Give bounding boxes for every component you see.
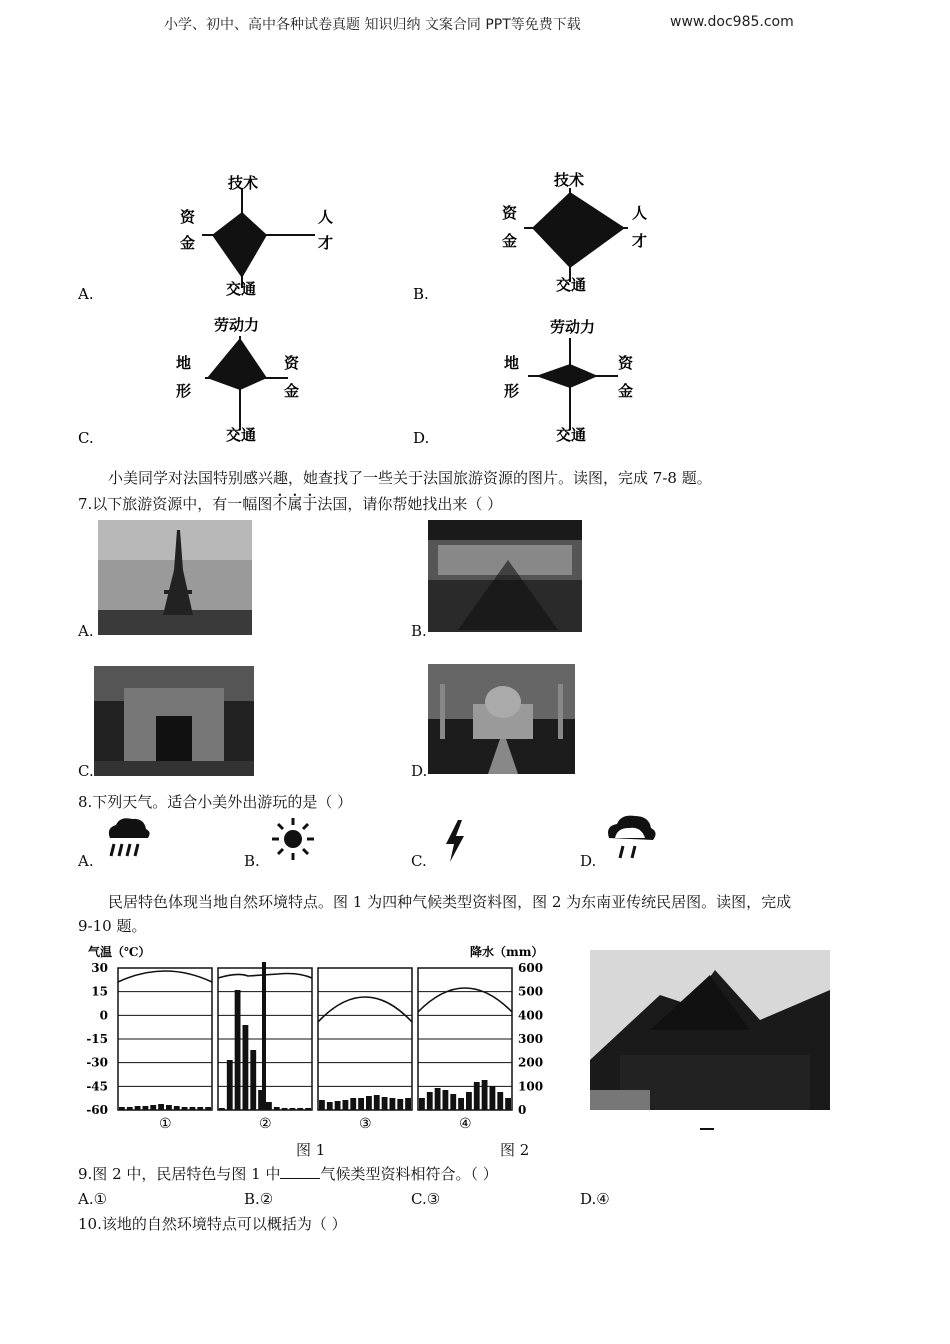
label-a-right-1: 人 [318,208,334,226]
label-b-bottom: 交通 [556,276,587,294]
precip-bar [297,1108,303,1110]
precip-bar [243,1025,249,1110]
precip-bar [390,1098,396,1110]
temp-tick: 30 [91,961,108,975]
precip-bar [219,1108,225,1110]
label-d-right-1: 资 [618,354,634,372]
precip-bar [343,1100,349,1110]
label-a-bottom: 交通 [226,280,257,298]
shower-icon[interactable] [603,812,659,862]
label-a-left-1: 资 [180,208,196,226]
precip-bar [443,1090,449,1110]
label-c-left-2: 形 [176,382,192,400]
photo-eiffel-tower[interactable] [98,520,252,635]
climate-panel [218,962,312,1132]
q6-option-b-letter: B. [413,285,429,303]
q8-option-c[interactable]: C. [411,852,427,870]
precip-bar [197,1107,203,1110]
photo-arc-de-triomphe[interactable] [94,666,254,776]
climate-panel [418,968,512,1132]
label-c-top: 劳动力 [214,316,260,334]
label-a-right-2: 才 [318,234,334,252]
precip-bar [127,1107,133,1110]
diagram-b [502,171,647,294]
q6-option-a-letter: A. [78,285,94,303]
precip-bar [358,1098,364,1110]
precip-bar [190,1107,196,1110]
precip-bar [419,1098,425,1110]
panel-label: ④ [459,1116,472,1132]
panel-label: ② [259,1116,272,1132]
label-d-right-2: 金 [618,382,634,400]
q7-option-c[interactable]: C. [78,762,94,780]
precip-bar [382,1097,388,1110]
q9-option-c[interactable]: C.③ [411,1190,441,1208]
q8-option-b[interactable]: B. [244,852,260,870]
precip-bar [374,1095,380,1110]
precip-bar [505,1098,511,1110]
temp-tick: -30 [86,1055,108,1070]
sunny-icon[interactable] [270,816,316,862]
temp-tick: -45 [86,1079,108,1094]
label-b-right-2: 才 [632,232,648,250]
precip-tick: 0 [518,1103,527,1117]
q9-blank [280,1164,320,1179]
label-d-top: 劳动力 [550,318,596,336]
photo-taj-mahal[interactable] [428,664,575,774]
q7-option-a[interactable]: A. [78,622,94,640]
precip-tick: 100 [518,1079,544,1094]
label-b-right-1: 人 [632,204,648,222]
q10-stem: 10.该地的自然环境特点可以概括为（ ） [78,1215,347,1233]
precip-bar [466,1092,472,1110]
diagram-d [504,318,634,444]
q9-option-d[interactable]: D.④ [580,1190,610,1208]
temp-axis-label: 气温（℃） [88,945,151,959]
label-a-top: 技术 [228,174,259,192]
label-c-right-1: 资 [284,354,300,372]
diagram-c [176,316,300,444]
temp-tick: -60 [86,1103,108,1117]
precip-bar [305,1108,311,1110]
precip-tick: 400 [518,1008,544,1023]
figure2-caption: 图 2 [500,1141,530,1159]
stilt-house-photo [590,950,830,1130]
precip-bar [166,1105,172,1110]
q6-diagrams [70,160,890,450]
panel-label: ③ [359,1116,372,1132]
precip-axis-label: 降水（mm） [470,945,544,959]
temp-tick: 15 [91,984,108,999]
q6-option-c-letter: C. [78,429,94,447]
precip-bar [450,1094,456,1110]
precip-bar [266,1102,272,1110]
precip-bar [250,1050,256,1110]
precip-bar [158,1104,164,1110]
precip-bar [135,1106,141,1110]
precip-bar [319,1100,325,1110]
intro-9-10-line1: 民居特色体现当地自然环境特点。图 1 为四种气候类型资料图，图 2 为东南亚传统民居图。读图，完成 [108,893,792,911]
precip-bar [490,1086,496,1110]
precip-bar [282,1108,288,1110]
label-c-right-2: 金 [284,382,300,400]
label-b-top: 技术 [554,171,585,189]
intro-7-8: 小美同学对法国特别感兴趣，她查找了一些关于法国旅游资源的图片。读图，完成 7-8 题。 [108,469,712,487]
header-url[interactable]: www.doc985.com [670,14,794,30]
precip-bar [435,1088,441,1110]
q8-option-a[interactable]: A. [78,852,94,870]
q9-option-b[interactable]: B.② [244,1190,274,1208]
q8-option-d[interactable]: D. [580,852,597,870]
precip-bar [474,1082,480,1110]
climate-charts-figure [70,940,560,1135]
precip-bar [327,1102,333,1110]
precip-bar [366,1096,372,1110]
heavy-rain-icon[interactable] [102,814,152,860]
label-a-left-2: 金 [180,234,196,252]
q9-option-a[interactable]: A.① [78,1190,108,1208]
precip-tick: 600 [518,961,544,975]
label-d-left-2: 形 [504,382,520,400]
climate-panel [118,968,212,1132]
precip-tick: 200 [518,1055,544,1070]
precip-bar [397,1099,403,1110]
precip-bar [290,1108,296,1110]
precip-bar [458,1098,464,1110]
q6-option-d-letter: D. [413,429,430,447]
q9-stem: 9.图 2 中，民居特色与图 1 中 气候类型资料相符合。（ ） [78,1165,498,1183]
label-c-bottom: 交通 [226,426,257,444]
precip-bar [405,1098,411,1110]
q7-option-d[interactable]: D. [411,762,428,780]
precip-bar [350,1098,356,1110]
q8-stem: 8.下列天气。适合小美外出游玩的是（ ） [78,793,353,811]
temp-curve [318,997,412,1022]
precip-bar [427,1092,433,1110]
q7-stem: 7.以下旅游资源中，有一幅图不属于法国，请你帮她找出来（ ） [78,495,503,513]
precip-bar [143,1106,149,1110]
precip-tick: 300 [518,1032,544,1046]
label-d-left-1: 地 [504,354,520,372]
precip-bar [335,1101,341,1110]
climate-panel [318,968,412,1132]
label-c-left-1: 地 [176,354,192,372]
temp-curve [118,971,212,982]
diagram-a [180,174,333,298]
precip-bar [119,1107,125,1110]
precip-bar [235,990,241,1110]
temp-tick: -15 [86,1032,108,1046]
precip-bar [182,1107,188,1110]
label-b-left-1: 资 [502,204,518,222]
q7-option-b[interactable]: B. [411,622,427,640]
precip-tick: 500 [518,984,544,999]
label-d-bottom: 交通 [556,426,587,444]
photo-louvre[interactable] [428,520,582,632]
figure1-caption: 图 1 [296,1141,326,1159]
precip-bar [205,1107,211,1110]
precip-bar [274,1107,280,1110]
temp-tick: 0 [99,1008,108,1023]
lightning-icon[interactable] [440,818,470,864]
precip-bar [497,1092,503,1110]
precip-bar [482,1080,488,1110]
header-left: 小学、初中、高中各种试卷真题 知识归纳 文案合同 PPT等免费下载 [164,17,581,33]
precip-bar [174,1106,180,1110]
precip-bar [227,1060,233,1110]
label-b-left-2: 金 [502,232,518,250]
precip-bar [150,1105,156,1110]
intro-9-10-line2: 9-10 题。 [78,917,147,935]
panel-label: ① [159,1116,172,1132]
